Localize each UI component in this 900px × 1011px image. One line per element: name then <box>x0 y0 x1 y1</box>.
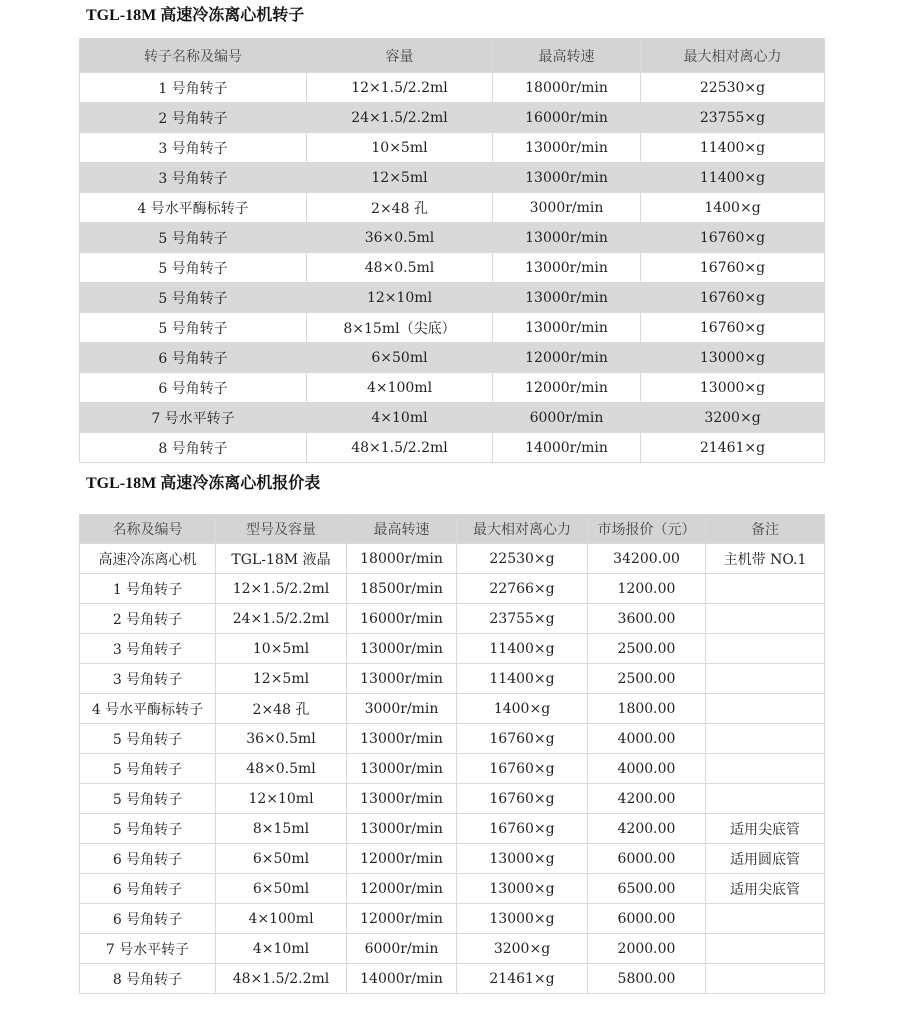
column-header: 容量 <box>307 39 493 73</box>
table-cell <box>706 574 825 604</box>
table-row <box>80 754 825 784</box>
table-row <box>80 604 825 634</box>
table-cell: 22530×g <box>457 544 588 574</box>
table-row <box>80 844 825 874</box>
table-cell: 2 号角转子 <box>80 103 307 133</box>
table-cell: 22530×g <box>641 73 825 103</box>
table-cell: 1400×g <box>641 193 825 223</box>
table-cell: 6×50ml <box>216 874 347 904</box>
table-row <box>80 343 825 373</box>
column-header: 型号及容量 <box>216 515 347 544</box>
table-cell: 12×5ml <box>216 664 347 694</box>
table-cell: 5 号角转子 <box>80 754 216 784</box>
table-row <box>80 634 825 664</box>
table-cell <box>706 964 825 994</box>
table-cell: 6 号角转子 <box>80 844 216 874</box>
column-header: 最高转速 <box>493 39 641 73</box>
rotor-table <box>79 38 825 463</box>
table-cell: 主机带 NO.1 <box>706 544 825 574</box>
table-cell: 48×0.5ml <box>216 754 347 784</box>
table-cell: 6000r/min <box>347 934 457 964</box>
table-cell <box>706 934 825 964</box>
table-cell: 12000r/min <box>493 343 641 373</box>
table-cell: 13000r/min <box>493 253 641 283</box>
table-cell <box>706 664 825 694</box>
table-row <box>80 73 825 103</box>
table-cell: 5 号角转子 <box>80 784 216 814</box>
price-table-header <box>80 515 825 544</box>
table-cell: 2500.00 <box>588 664 706 694</box>
rotor-table-header <box>80 39 825 73</box>
table-cell: 3 号角转子 <box>80 634 216 664</box>
table-cell: 6×50ml <box>216 844 347 874</box>
table-cell: 适用尖底管 <box>706 874 825 904</box>
table-cell: 16760×g <box>457 754 588 784</box>
table-cell: 13000r/min <box>347 664 457 694</box>
table-cell: 6×50ml <box>307 343 493 373</box>
table-cell: 11400×g <box>641 133 825 163</box>
table-cell: 21461×g <box>457 964 588 994</box>
table-cell: 16760×g <box>457 724 588 754</box>
column-header: 名称及编号 <box>80 515 216 544</box>
table-cell: 13000r/min <box>347 634 457 664</box>
table-cell: 48×1.5/2.2ml <box>216 964 347 994</box>
table-cell: 13000×g <box>457 844 588 874</box>
table-cell: 18500r/min <box>347 574 457 604</box>
column-header: 市场报价（元） <box>588 515 706 544</box>
table-cell: 6 号角转子 <box>80 904 216 934</box>
table-cell: 13000r/min <box>493 283 641 313</box>
table-cell: 3 号角转子 <box>80 133 307 163</box>
table-cell: 4×10ml <box>216 934 347 964</box>
table-cell: 10×5ml <box>307 133 493 163</box>
table-cell: 13000r/min <box>347 784 457 814</box>
table-cell: 36×0.5ml <box>307 223 493 253</box>
table-cell: 4200.00 <box>588 784 706 814</box>
table-cell: 2000.00 <box>588 934 706 964</box>
table-cell: 6 号角转子 <box>80 373 307 403</box>
table-cell: 16760×g <box>457 784 588 814</box>
table-cell: 4200.00 <box>588 814 706 844</box>
table-row <box>80 223 825 253</box>
table-cell <box>706 754 825 784</box>
table-cell: 适用圆底管 <box>706 844 825 874</box>
table-cell: 16000r/min <box>347 604 457 634</box>
table-cell: 6000.00 <box>588 844 706 874</box>
table-cell: 5 号角转子 <box>80 283 307 313</box>
table-cell: 48×1.5/2.2ml <box>307 433 493 463</box>
table-row <box>80 694 825 724</box>
table-cell: 11400×g <box>641 163 825 193</box>
table-cell: 8 号角转子 <box>80 433 307 463</box>
table-cell <box>706 634 825 664</box>
table-row <box>80 403 825 433</box>
table-row <box>80 724 825 754</box>
table-cell: 8×15ml <box>216 814 347 844</box>
table-cell <box>706 694 825 724</box>
column-header: 最大相对离心力 <box>457 515 588 544</box>
table-cell: 12000r/min <box>493 373 641 403</box>
table-cell: 23755×g <box>457 604 588 634</box>
table-cell: 18000r/min <box>347 544 457 574</box>
table-cell <box>706 724 825 754</box>
table-cell <box>706 604 825 634</box>
table-cell: 14000r/min <box>347 964 457 994</box>
table-cell: 6 号角转子 <box>80 343 307 373</box>
table-row <box>80 664 825 694</box>
table-cell: 6 号角转子 <box>80 874 216 904</box>
table-cell: 6500.00 <box>588 874 706 904</box>
table-cell: 13000×g <box>457 904 588 934</box>
table-cell: 13000r/min <box>347 814 457 844</box>
table-row <box>80 934 825 964</box>
table-cell: 12000r/min <box>347 874 457 904</box>
table-cell: 6000r/min <box>493 403 641 433</box>
table-row <box>80 163 825 193</box>
table-cell: 22766×g <box>457 574 588 604</box>
table-cell: 13000r/min <box>347 754 457 784</box>
table-row <box>80 784 825 814</box>
table-cell: 2500.00 <box>588 634 706 664</box>
table-cell: 11400×g <box>457 634 588 664</box>
table-cell: 18000r/min <box>493 73 641 103</box>
table-cell: 3000r/min <box>493 193 641 223</box>
table-cell: 3600.00 <box>588 604 706 634</box>
table-cell: 1 号角转子 <box>80 73 307 103</box>
table-cell: 24×1.5/2.2ml <box>307 103 493 133</box>
table-cell <box>706 784 825 814</box>
table-cell: 高速冷冻离心机 <box>80 544 216 574</box>
table-cell: 5 号角转子 <box>80 223 307 253</box>
table-row <box>80 373 825 403</box>
table-row <box>80 544 825 574</box>
table-row <box>80 313 825 343</box>
table-row <box>80 964 825 994</box>
table-cell: 4×100ml <box>307 373 493 403</box>
table-row <box>80 904 825 934</box>
table-cell: 5 号角转子 <box>80 724 216 754</box>
table-cell: 23755×g <box>641 103 825 133</box>
table-cell: 16760×g <box>641 313 825 343</box>
table-cell: 4000.00 <box>588 754 706 784</box>
table-row <box>80 874 825 904</box>
table-cell: 5 号角转子 <box>80 253 307 283</box>
table-cell: 24×1.5/2.2ml <box>216 604 347 634</box>
table-cell: 1 号角转子 <box>80 574 216 604</box>
column-header: 最大相对离心力 <box>641 39 825 73</box>
table-cell: 3200×g <box>641 403 825 433</box>
table-cell: 4×100ml <box>216 904 347 934</box>
table-cell <box>706 904 825 934</box>
table-cell: 13000r/min <box>493 133 641 163</box>
table-cell: 2×48 孔 <box>307 193 493 223</box>
table-cell: 4 号水平酶标转子 <box>80 193 307 223</box>
rotor-table-title: TGL-18M 高速冷冻离心机转子 <box>86 7 305 24</box>
column-header: 最高转速 <box>347 515 457 544</box>
table-cell: 12×10ml <box>307 283 493 313</box>
table-cell: 34200.00 <box>588 544 706 574</box>
table-cell: 1400×g <box>457 694 588 724</box>
table-row <box>80 433 825 463</box>
column-header: 备注 <box>706 515 825 544</box>
table-cell: 适用尖底管 <box>706 814 825 844</box>
table-cell: 48×0.5ml <box>307 253 493 283</box>
table-cell: 4000.00 <box>588 724 706 754</box>
table-cell: 8×15ml（尖底） <box>307 313 493 343</box>
table-cell: 13000r/min <box>493 223 641 253</box>
table-cell: 7 号水平转子 <box>80 403 307 433</box>
table-cell: 7 号水平转子 <box>80 934 216 964</box>
table-cell: 3 号角转子 <box>80 163 307 193</box>
table-cell: 12×1.5/2.2ml <box>216 574 347 604</box>
table-cell: 16760×g <box>641 253 825 283</box>
table-cell: 13000r/min <box>493 313 641 343</box>
table-cell: 12×5ml <box>307 163 493 193</box>
table-cell: 12×1.5/2.2ml <box>307 73 493 103</box>
table-row <box>80 283 825 313</box>
table-cell: 3200×g <box>457 934 588 964</box>
table-cell: 16760×g <box>641 223 825 253</box>
price-table <box>79 514 825 994</box>
table-cell: 2×48 孔 <box>216 694 347 724</box>
table-cell: 5800.00 <box>588 964 706 994</box>
table-cell: 2 号角转子 <box>80 604 216 634</box>
table-row <box>80 103 825 133</box>
table-row <box>80 814 825 844</box>
table-row <box>80 133 825 163</box>
table-cell: 11400×g <box>457 664 588 694</box>
table-cell: 12000r/min <box>347 844 457 874</box>
table-cell: 6000.00 <box>588 904 706 934</box>
table-cell: 16760×g <box>641 283 825 313</box>
table-cell: 16760×g <box>457 814 588 844</box>
table-cell: 12000r/min <box>347 904 457 934</box>
table-cell: 13000×g <box>641 343 825 373</box>
table-cell: 1200.00 <box>588 574 706 604</box>
table-cell: TGL-18M 液晶 <box>216 544 347 574</box>
table-cell: 5 号角转子 <box>80 313 307 343</box>
table-row <box>80 253 825 283</box>
table-cell: 12×10ml <box>216 784 347 814</box>
table-cell: 16000r/min <box>493 103 641 133</box>
table-cell: 1800.00 <box>588 694 706 724</box>
table-cell: 4×10ml <box>307 403 493 433</box>
price-table-title: TGL-18M 高速冷冻离心机报价表 <box>86 475 321 492</box>
table-row <box>80 193 825 223</box>
table-cell: 14000r/min <box>493 433 641 463</box>
table-cell: 8 号角转子 <box>80 964 216 994</box>
table-row <box>80 574 825 604</box>
table-cell: 4 号水平酶标转子 <box>80 694 216 724</box>
table-cell: 13000r/min <box>347 724 457 754</box>
table-cell: 13000×g <box>641 373 825 403</box>
table-cell: 36×0.5ml <box>216 724 347 754</box>
column-header: 转子名称及编号 <box>80 39 307 73</box>
table-cell: 21461×g <box>641 433 825 463</box>
table-cell: 3 号角转子 <box>80 664 216 694</box>
table-cell: 13000r/min <box>493 163 641 193</box>
table-cell: 10×5ml <box>216 634 347 664</box>
table-cell: 3000r/min <box>347 694 457 724</box>
table-cell: 13000×g <box>457 874 588 904</box>
table-cell: 5 号角转子 <box>80 814 216 844</box>
